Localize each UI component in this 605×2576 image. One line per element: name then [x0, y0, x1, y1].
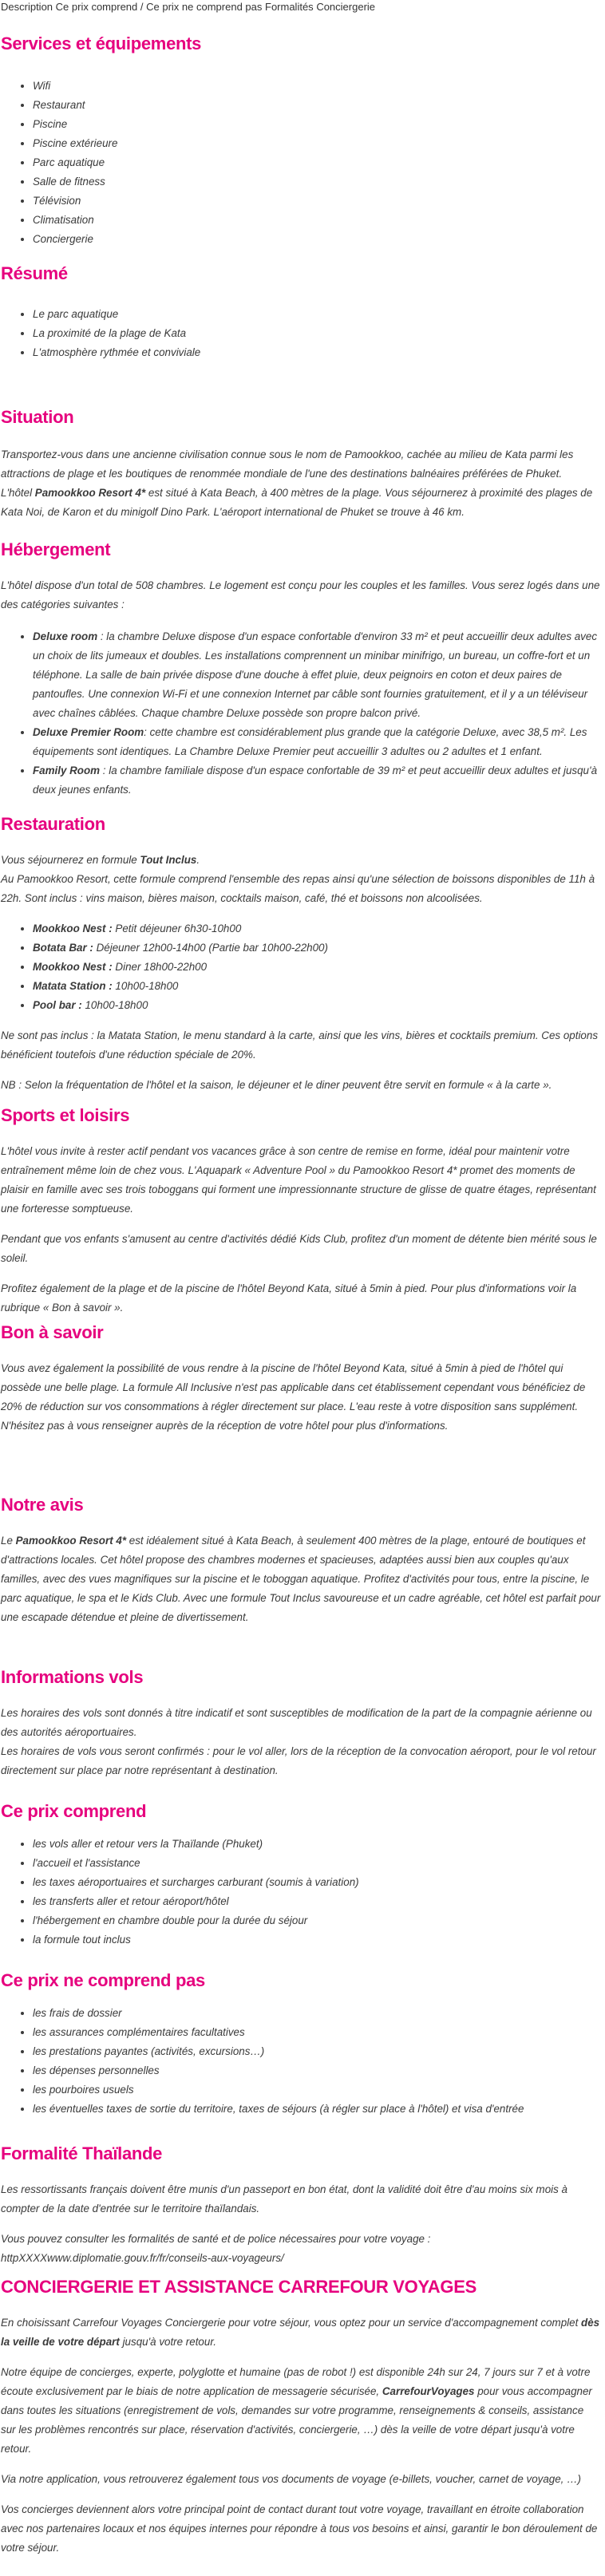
conciergerie-text-1: En choisissant Carrefour Voyages Conciergerie pour votre séjour, vous optez pour un service d'accompagnement complet dès la veille de votre départ jusqu'à votre retour.: [1, 2317, 600, 2348]
formalite-info: Vous pouvez consulter les formalités de santé et de police nécessaires pour votre voyage : httpXXXXwww.diplomatie.gouv.fr/fr/conseils-aux-voyageurs/: [1, 2233, 431, 2264]
tab-ce-prix-ne-comprend-pas[interactable]: Ce prix ne comprend pas: [146, 1, 263, 13]
list-item: • Conciergerie: [33, 230, 601, 249]
situation-title: Situation: [1, 407, 74, 427]
sports-title: Sports et loisirs: [1, 1105, 130, 1125]
sports-text-3: Profitez également de la plage et de la piscine de l'hôtel Beyond Kata, situé à 5min à pied. Pour plus d'informations voir la rubrique « Bon à savoir ».: [1, 1282, 577, 1314]
list-item: • Salle de fitness: [33, 172, 601, 192]
hebergement-section: [1, 539, 601, 800]
restauration-section: [1, 814, 601, 1095]
restauration-title: Restauration: [1, 814, 105, 834]
nocomprend-title: Ce prix ne comprend pas: [1, 1970, 205, 1990]
conciergerie-title: CONCIERGERIE ET ASSISTANCE CARREFOUR VOYAGES: [1, 2277, 476, 2297]
bon-title: Bon à savoir: [1, 1322, 104, 1342]
tab-conciergerie[interactable]: Conciergerie: [316, 1, 376, 13]
list-item: • Family Room : la chambre familiale dispose d'un espace confortable de 39 m² et peut accueillir deux adultes et jusqu'à deux jeunes enfants.: [33, 761, 601, 800]
restauration-intro: Vous séjournerez en formule Tout Inclus. Au Pamookkoo Resort, cette formule comprend l'ensemble des repas ainsi qu'une sélection de boissons disponibles de 11h à 22h. Sont inclus : vins maison, bières maison, cocktails maison, café, thé et boissons non alcoolisées.: [1, 854, 595, 904]
tab-formalites[interactable]: Formalités: [265, 1, 314, 13]
services-title: Services et équipements: [1, 34, 202, 53]
formalite-section: [1, 2143, 601, 2268]
tab-description[interactable]: Description: [1, 1, 53, 13]
list-item: • les pourboires usuels: [33, 2080, 601, 2100]
services-section: [1, 34, 601, 249]
situation-text: Transportez-vous dans une ancienne civilisation connue sous le nom de Pamookkoo, cachée au milieu de Kata parmi les attractions de plage et les boutiques de renommée mondiale de l'une des destinations balnéaires préférées de Phuket. L'hôtel Pamookkoo Resort 4* est situé à Kata Beach, à 400 mètres de la plage. Vous séjournerez à proximité des plages de Kata Noi, de Karon et du minigolf Dino Park. L'aéroport international de Phuket se trouve à 46 km.: [1, 448, 593, 518]
nocomprend-list: [1, 2004, 601, 2119]
list-item: • l'accueil et l'assistance: [33, 1854, 601, 1873]
services-list: [1, 77, 601, 249]
conciergerie-text-2: Notre équipe de concierges, experte, polyglotte et humaine (pas de robot !) est disponible 24h sur 24, 7 jours sur 7 et à votre écoute exclusivement par le biais de notre application de messagerie sécurisée, CarrefourVoyages pour vous accompagner dans toutes les situations (enregistrement de vols, demandes sur votre programme, renseignements & conseils, assistance sur les problèmes rencontrés sur place, réservation d'activités, conciergerie, …) dès la veille de votre départ jusqu'à votre retour.: [1, 2366, 592, 2455]
list-item: • Mookkoo Nest : Diner 18h00-22h00: [33, 958, 601, 977]
list-item: • les prestations payantes (activités, excursions…): [33, 2042, 601, 2061]
list-item: • L'atmosphère rythmée et conviviale: [33, 343, 601, 362]
list-item: • Restaurant: [33, 96, 601, 115]
resume-section: [1, 263, 601, 362]
resume-title: Résumé: [1, 263, 68, 283]
list-item: • les taxes aéroportuaires et surcharges carburant (soumis à variation): [33, 1873, 601, 1892]
list-item: • Piscine: [33, 115, 601, 134]
avis-text: Le Pamookkoo Resort 4* est idéalement situé à Kata Beach, à seulement 400 mètres de la plage, entouré de boutiques et d'attractions locales. Cet hôtel propose des chambres modernes et spacieuses, adaptées aussi bien aux couples qu'aux familles, avec des vues magnifiques sur la piscine et le toboggan aquatique. Profitez d'activités pour tous, entre la piscine, le parc aquatique, le spa et le Kids Club. Avec une formule Tout Inclus savoureuse et un cadre agréable, cet hôtel est parfait pour une escapade détendue et pleine de divertissement.: [1, 1535, 601, 1623]
sports-text-2: Pendant que vos enfants s'amusent au centre d'activités dédié Kids Club, profitez d'un moment de détente bien mérité sous le soleil.: [1, 1233, 597, 1264]
comprend-section: [1, 1801, 601, 1950]
comprend-title: Ce prix comprend: [1, 1801, 147, 1821]
formalite-link[interactable]: httpXXXXwww.diplomatie.gouv.fr/fr/conseils-aux-voyageurs/: [1, 2252, 284, 2264]
comprend-list: [1, 1835, 601, 1950]
list-item: • Télévision: [33, 192, 601, 211]
list-item: • Botata Bar : Déjeuner 12h00-14h00 (Partie bar 10h00-22h00): [33, 938, 601, 958]
list-item: • Le parc aquatique: [33, 305, 601, 324]
hebergement-intro: L'hôtel dispose d'un total de 508 chambres. Le logement est conçu pour les couples et les familles. Vous serez logés dans une des catégories suivantes :: [1, 579, 600, 610]
list-item: • Deluxe room : la chambre Deluxe dispose d'un espace confortable d'environ 33 m² et peut accueillir deux adultes avec un choix de lits jumeaux et doubles. Les installations comprennent un minibar minifrigo, un bureau, un coffre-fort et un téléphone. La salle de bain privée dispose d'une douche à effet pluie, deux peignoirs en coton et deux paires de pantoufles. Une connexion Wi-Fi et une connexion Internet par câble sont fournies gratuitement, et il y a un téléviseur avec chaînes câblées. Chaque chambre Deluxe possède son propre balcon privé.: [33, 627, 601, 723]
bon-text: Vous avez également la possibilité de vous rendre à la piscine de l'hôtel Beyond Kata, situé à 5min à pied de l'hôtel qui possède une belle plage. La formule All Inclusive n'est pas applicable dans cet établissement cependant vous bénéficiez de 20% de réduction sur vos consommations à régler directement sur place. L'eau reste à votre disposition sans supplément. N'hésitez pas à vous renseigner auprès de la réception de votre hôtel pour plus d'informations.: [1, 1362, 586, 1432]
conciergerie-text-4: Vos concierges deviennent alors votre principal point de contact durant tout votre voyage, travaillant en étroite collaboration avec nos partenaires locaux et nos équipes internes pour répondre à tous vos besoins et ainsi, garantir le bon déroulement de votre séjour.: [1, 2503, 598, 2554]
tab-ce-prix-comprend[interactable]: Ce prix comprend: [55, 1, 138, 13]
hebergement-title: Hébergement: [1, 539, 111, 559]
nocomprend-section: [1, 1970, 601, 2119]
avis-section: [1, 1495, 601, 1627]
vols-section: [1, 1667, 601, 1780]
sports-section: [1, 1105, 601, 1318]
bon-section: [1, 1322, 601, 1436]
vols-text: Les horaires des vols sont donnés à titre indicatif et sont susceptibles de modification de la part de la compagnie aérienne ou des autorités aéroportuaires. Les horaires de vols vous seront confirmés : pour le vol aller, lors de la réception de la convocation aéroport, pour le vol retour directement sur place par notre représentant à destination.: [1, 1707, 596, 1776]
list-item: • les vols aller et retour vers la Thaïlande (Phuket): [33, 1835, 601, 1854]
tab-bar: Description Ce prix comprend / Ce prix ne comprend pas Formalités Conciergerie: [1, 1, 376, 13]
restauration-note: NB : Selon la fréquentation de l'hôtel et la saison, le déjeuner et le diner peuvent être servit en formule « à la carte ».: [1, 1079, 552, 1091]
list-item: • Matata Station : 10h00-18h00: [33, 977, 601, 996]
list-item: • les frais de dossier: [33, 2004, 601, 2023]
restauration-list: [1, 919, 601, 1015]
list-item: • Pool bar : 10h00-18h00: [33, 996, 601, 1015]
resume-list: [1, 305, 601, 362]
list-item: • la formule tout inclus: [33, 1930, 601, 1950]
list-item: • Mookkoo Nest : Petit déjeuner 6h30-10h00: [33, 919, 601, 938]
list-item: • les transferts aller et retour aéroport/hôtel: [33, 1892, 601, 1911]
list-item: • les éventuelles taxes de sortie du territoire, taxes de séjours (à régler sur place à l'hôtel) et visa d'entrée: [33, 2100, 601, 2119]
vols-title: Informations vols: [1, 1667, 144, 1687]
list-item: • Climatisation: [33, 211, 601, 230]
hebergement-list: [1, 627, 601, 800]
formalite-title: Formalité Thaïlande: [1, 2143, 163, 2163]
avis-title: Notre avis: [1, 1495, 84, 1515]
list-item: • Parc aquatique: [33, 153, 601, 172]
formalite-passport: Les ressortissants français doivent être munis d'un passeport en bon état, dont la validité doit être d'au moins six mois à compter de la date d'entrée sur le territoire thaïlandais.: [1, 2183, 567, 2214]
list-item: • La proximité de la plage de Kata: [33, 324, 601, 343]
list-item: • les dépenses personnelles: [33, 2061, 601, 2080]
conciergerie-section: [1, 2277, 601, 2558]
list-item: • Piscine extérieure: [33, 134, 601, 153]
list-item: • Wifi: [33, 77, 601, 96]
sports-text-1: L'hôtel vous invite à rester actif pendant vos vacances grâce à son centre de remise en forme, idéal pour maintenir votre entraînement même loin de chez vous. L'Aquapark « Adventure Pool » du Pamookkoo Resort 4* promet des moments de plaisir en famille avec ses trois toboggans qui forment une impressionnante structure de glisse de quatre étages, représentant une forteresse somptueuse.: [1, 1145, 596, 1215]
list-item: • Deluxe Premier Room: cette chambre est considérablement plus grande que la catégorie Deluxe, avec 38,5 m². Les équipements sont identiques. La Chambre Deluxe Premier peut accueillir 3 adultes ou 2 adultes et 1 enfant.: [33, 723, 601, 761]
restauration-not-included: Ne sont pas inclus : la Matata Station, le menu standard à la carte, ainsi que les vins, bières et cocktails premium. Ces options bénéficient toutefois d'une réduction spéciale de 20%.: [1, 1029, 599, 1061]
list-item: • les assurances complémentaires facultatives: [33, 2023, 601, 2042]
situation-section: [1, 407, 601, 522]
conciergerie-text-3: Via notre application, vous retrouverez également tous vos documents de voyage (e-billets, voucher, carnet de voyage, …): [1, 2473, 581, 2485]
list-item: • l'hébergement en chambre double pour la durée du séjour: [33, 1911, 601, 1930]
